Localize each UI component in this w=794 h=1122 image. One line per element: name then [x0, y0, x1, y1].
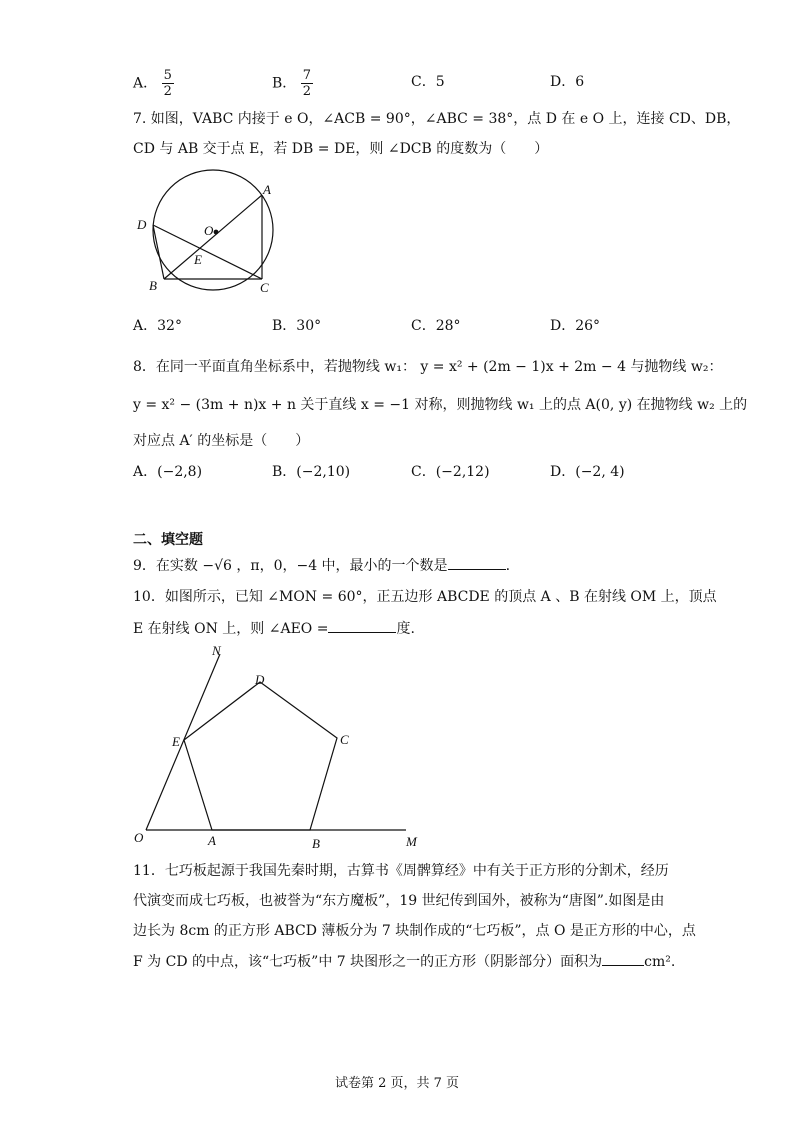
label-o: O [204, 223, 214, 238]
q10-line1: 10．如图所示，已知 ∠MON = 60°，正五边形 ABCDE 的顶点 A 、B 在射线 OM 上，顶点 [133, 589, 717, 605]
q8-option-c: C．(−2,12) [411, 464, 490, 480]
ray-on [146, 654, 220, 830]
section-title: 二、填空题 [133, 532, 203, 548]
label-m: M [406, 834, 417, 849]
fraction: $\frac{7}{2}$ [302, 68, 312, 99]
q7-circle-figure [133, 168, 293, 310]
pentagon-abcde [184, 682, 337, 830]
label-d: D [137, 217, 147, 232]
q6-option-d: D．6 [550, 74, 585, 90]
q8-line3: 对应点 A′ 的坐标是（ ） [133, 433, 310, 449]
q8-option-a: A．(−2,8) [133, 464, 203, 480]
segment-db [153, 225, 164, 279]
q6-option-b: B． $\frac{7}{2}$ [272, 68, 312, 99]
label-c: C [340, 732, 349, 747]
q8-option-b: B．(−2,10) [272, 464, 351, 480]
q7-option-b: B．30° [272, 318, 322, 334]
q7-option-d: D．26° [550, 318, 601, 334]
q8-line1: 8．在同一平面直角坐标系中，若抛物线 w₁： y = x² + (2m − 1)x + 2m − 4 与抛物线 w₂： [133, 359, 723, 375]
q8-option-d: D．(−2, 4) [550, 464, 625, 480]
q11-line2: 代演变而成七巧板，也被誉为“东方魔板”，19 世纪传到国外，被称为“唐图”.如图是由 [133, 893, 665, 909]
q9-line: 9．在实数 −√6 ，π，0，−4 中，最小的一个数是 . [133, 555, 510, 576]
label-e: E [194, 252, 202, 267]
fraction: $\frac{5}{2}$ [163, 68, 172, 99]
q6-option-a: A． $\frac{5}{2}$ [133, 68, 172, 99]
answer-blank [448, 555, 506, 570]
q7-line1: 7. 如图，VABC 内接于 e O，∠ACB = 90°，∠ABC = 38°，点 D 在 e O 上，连接 CD、DB， [133, 111, 741, 127]
q11-line4: F 为 CD 的中点，该“七巧板”中 7 块图形之一的正方形（阴影部分）面积为 cm². [133, 951, 675, 972]
answer-blank [328, 618, 396, 633]
label-b: B [149, 278, 157, 293]
label-a: A [263, 182, 271, 197]
q11-line1: 11．七巧板起源于我国先秦时期，古算书《周髀算经》中有关于正方形的分割术，经历 [133, 863, 669, 879]
label-d: D [255, 672, 265, 687]
label-b: B [312, 836, 320, 851]
label-o: O [134, 830, 144, 845]
label-c: C [260, 280, 269, 295]
q8-line2: y = x² − (3m + n)x + n 关于直线 x = −1 对称，则抛物线 w₁ 上的点 A(0, y) 在抛物线 w₂ 上的 [133, 397, 748, 413]
q7-option-a: A．32° [133, 318, 182, 334]
q7-line2: CD 与 AB 交于点 E，若 DB = DE，则 ∠DCB 的度数为（ ） [133, 141, 549, 157]
center-point [214, 230, 219, 235]
label-e: E [172, 734, 180, 749]
q6-option-c: C．5 [411, 74, 445, 90]
q10-pentagon-figure [130, 642, 430, 852]
answer-blank [602, 951, 644, 966]
q11-line3: 边长为 8cm 的正方形 ABCD 薄板分为 7 块制作成的“七巧板”，点 O 是正方形的中心，点 [133, 923, 696, 939]
q7-option-c: C．28° [411, 318, 461, 334]
q10-line2: E 在射线 ON 上，则 ∠AEO = 度. [133, 618, 415, 639]
label-n: N [212, 643, 221, 658]
label-a: A [208, 833, 216, 848]
page-footer: 试卷第 2 页，共 7 页 [334, 1076, 460, 1091]
